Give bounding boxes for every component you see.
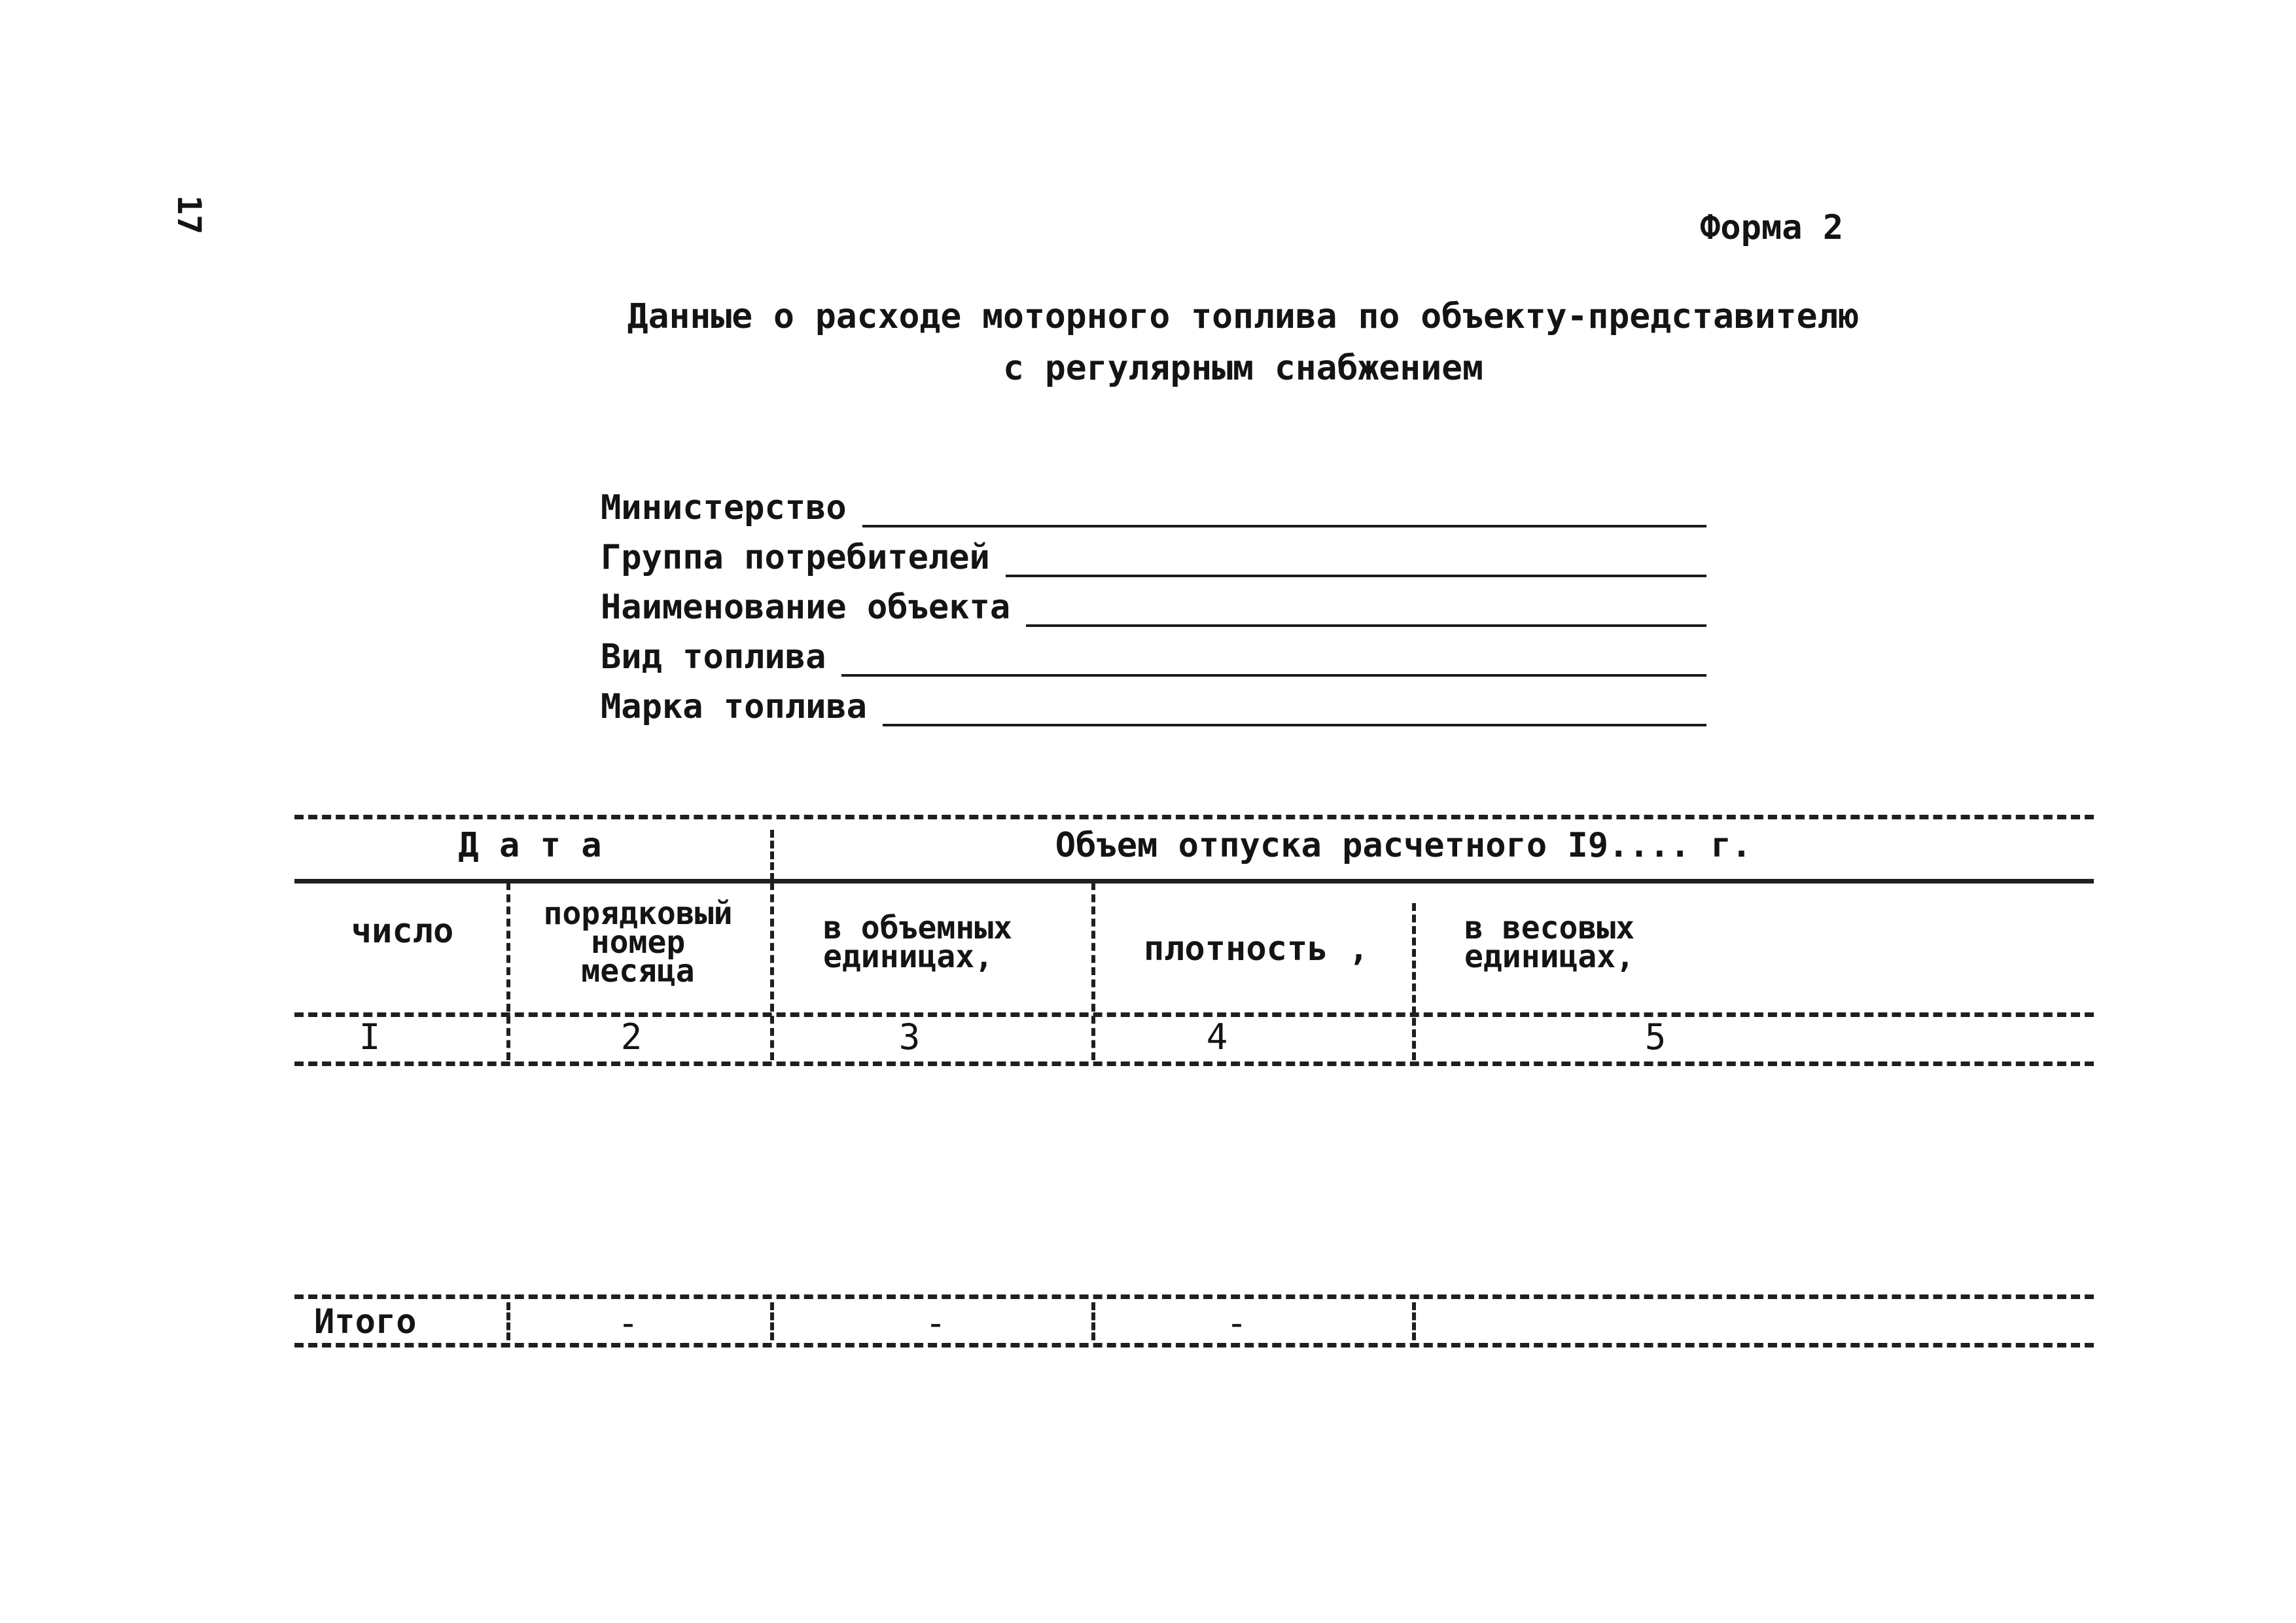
vsep-col1 bbox=[506, 882, 510, 1060]
date-group-header: Д а т а bbox=[458, 826, 602, 865]
column-numbers-bottom-border bbox=[294, 1061, 2094, 1066]
total-vsep-3 bbox=[1091, 1302, 1095, 1340]
total-vsep-2 bbox=[770, 1302, 774, 1340]
field-ministry-label: Министерство bbox=[601, 488, 847, 527]
field-fuel-type[interactable] bbox=[601, 627, 1706, 677]
col-number-5: 5 bbox=[1644, 1016, 1667, 1058]
total-row-label: Итого bbox=[314, 1302, 417, 1342]
field-fuel-grade-line[interactable] bbox=[883, 685, 1706, 726]
total-value-4: - bbox=[1226, 1302, 1248, 1344]
document-title-line-1: Данные о расходе моторного топлива по объекту-представителю bbox=[627, 296, 1860, 336]
total-vsep-4 bbox=[1412, 1302, 1416, 1340]
field-ministry[interactable] bbox=[601, 478, 1706, 527]
field-object-name-line[interactable] bbox=[1026, 585, 1706, 627]
field-fuel-type-line[interactable] bbox=[841, 635, 1706, 677]
field-object-name[interactable] bbox=[601, 577, 1706, 627]
total-value-3: - bbox=[925, 1302, 947, 1344]
field-ministry-line[interactable] bbox=[862, 486, 1706, 527]
total-row-bottom-border bbox=[294, 1343, 2094, 1347]
field-fuel-type-label: Вид топлива bbox=[601, 637, 826, 677]
col-number-3: 3 bbox=[898, 1016, 921, 1058]
vsep-col4 bbox=[1412, 903, 1416, 1060]
total-row-top-border bbox=[294, 1294, 2094, 1299]
volume-group-header: Объем отпуска расчетного I9.... г. bbox=[1055, 826, 1752, 865]
col-number-2: 2 bbox=[620, 1016, 643, 1058]
table-top-border bbox=[294, 815, 2094, 819]
form-label: Форма 2 bbox=[1700, 208, 1844, 247]
vsep-group bbox=[770, 830, 774, 881]
col-header-volume-units: в объемных единицах, bbox=[823, 910, 1012, 975]
col-number-4: 4 bbox=[1206, 1016, 1228, 1058]
page-number: 17 bbox=[170, 195, 208, 235]
field-fuel-grade[interactable] bbox=[601, 677, 1706, 726]
field-object-name-label: Наименование объекта bbox=[601, 588, 1011, 627]
col-number-1: I bbox=[359, 1016, 381, 1058]
header-divider bbox=[294, 879, 2094, 883]
col-header-density: плотность , bbox=[1143, 929, 1369, 969]
field-fuel-grade-label: Марка топлива bbox=[601, 687, 867, 726]
document-title-line-2: с регулярным снабжением bbox=[1003, 348, 1483, 388]
vsep-col3 bbox=[1091, 882, 1095, 1060]
total-vsep-1 bbox=[506, 1302, 510, 1340]
total-value-2: - bbox=[617, 1302, 639, 1344]
col-header-month-number: порядковый номер месяца bbox=[543, 895, 733, 990]
col-header-weight-units: в весовых единицах, bbox=[1464, 910, 1635, 975]
field-consumer-group[interactable] bbox=[601, 527, 1706, 577]
col-header-day: число bbox=[351, 912, 454, 951]
vsep-col2 bbox=[770, 882, 774, 1060]
field-consumer-group-label: Группа потребителей bbox=[601, 538, 990, 577]
field-consumer-group-line[interactable] bbox=[1006, 535, 1706, 577]
